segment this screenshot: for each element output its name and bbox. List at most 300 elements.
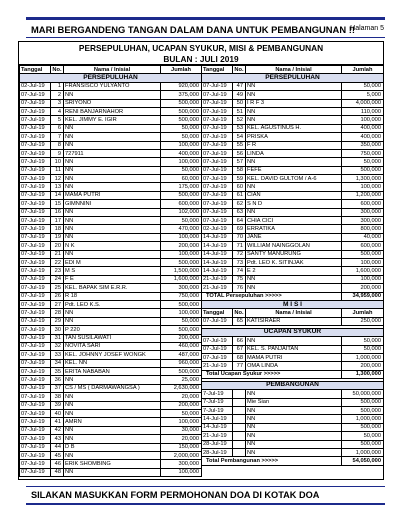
date-cell: 07-Jul-19 <box>20 334 51 342</box>
amount-cell: 50,000 <box>161 166 202 174</box>
name-cell: NN <box>246 284 342 292</box>
number-cell: 10 <box>51 158 64 166</box>
section-band-pembangunan <box>202 381 384 389</box>
number-cell: 62 <box>233 200 246 208</box>
number-cell: 60 <box>233 183 246 191</box>
amount-cell: 100,000 <box>342 258 384 266</box>
date-cell: 14-Jul-19 <box>202 233 233 241</box>
amount-cell: 1,200,000 <box>342 191 384 199</box>
date-cell: 07-Jul-19 <box>20 426 51 434</box>
table-row <box>20 317 202 325</box>
number-cell: 35 <box>51 368 64 376</box>
header-name: Nama / Inisial <box>246 66 342 74</box>
table-row <box>202 398 384 406</box>
amount-cell: 800,000 <box>342 225 384 233</box>
amount-cell: 100,000 <box>161 250 202 258</box>
table-row <box>20 384 202 392</box>
amount-cell: 500,000 <box>161 258 202 266</box>
amount-cell: 600,000 <box>161 200 202 208</box>
amount-cell: 500,000 <box>161 300 202 308</box>
table-row <box>202 432 384 440</box>
name-cell: NN <box>246 423 342 431</box>
number-cell: 58 <box>233 166 246 174</box>
date-cell: 07-Jul-19 <box>20 326 51 334</box>
table-row <box>20 175 202 183</box>
number-cell: 20 <box>51 242 64 250</box>
number-cell: 12 <box>51 175 64 183</box>
date-cell: 7-Jul-19 <box>202 390 233 398</box>
amount-cell: 460,000 <box>161 342 202 350</box>
number-cell: 21 <box>51 250 64 258</box>
amount-cell: 100,000 <box>161 309 202 317</box>
date-cell: 07-Jul-19 <box>20 451 51 459</box>
table-row <box>202 175 384 183</box>
table-row <box>20 275 202 283</box>
section-label: PERSEPULUHAN <box>202 74 384 82</box>
number-cell: 55 <box>233 141 246 149</box>
name-cell: NN <box>246 116 342 124</box>
name-cell: NN <box>246 82 342 90</box>
date-cell: 28-Jul-19 <box>202 448 233 456</box>
date-cell: 07-Jul-19 <box>202 217 233 225</box>
table-row <box>202 99 384 107</box>
table-row <box>202 107 384 115</box>
amount-cell: 600,000 <box>342 242 384 250</box>
header-amount: Jumlah <box>161 66 202 74</box>
table-row <box>20 258 202 266</box>
date-cell: 07-Jul-19 <box>20 418 51 426</box>
number-cell: 52 <box>233 116 246 124</box>
amount-cell: 50,000 <box>161 124 202 132</box>
number-cell: 36 <box>51 376 64 384</box>
footer-top-rule <box>26 486 385 487</box>
table-row <box>20 242 202 250</box>
amount-cell: 960,000 <box>161 359 202 367</box>
number-cell: 63 <box>233 208 246 216</box>
name-cell: NN <box>246 275 342 283</box>
name-cell: PRISKA <box>246 133 342 141</box>
amount-cell: 60,000 <box>161 175 202 183</box>
table-row <box>202 217 384 225</box>
amount-cell: 200,000 <box>161 401 202 409</box>
date-cell: 02-Jul-19 <box>20 82 51 90</box>
amount-cell: 100,000 <box>161 158 202 166</box>
date-cell: 07-Jul-19 <box>20 309 51 317</box>
table-row <box>20 183 202 191</box>
amount-cell: 20,000 <box>161 435 202 443</box>
number-cell <box>233 407 246 415</box>
amount-cell: 750,000 <box>342 149 384 157</box>
table-row <box>20 166 202 174</box>
amount-cell: 750,000 <box>161 292 202 300</box>
date-cell: 07-Jul-19 <box>20 99 51 107</box>
table-row <box>202 415 384 423</box>
table-row <box>20 451 202 459</box>
table-row <box>20 200 202 208</box>
name-cell: NN <box>64 317 161 325</box>
number-cell: 24 <box>51 275 64 283</box>
number-cell: 1 <box>51 82 64 90</box>
date-cell: 7-Jul-19 <box>202 407 233 415</box>
total-row-pembangunan <box>202 457 384 465</box>
amount-cell: 400,000 <box>342 124 384 132</box>
name-cell: KEL. JOHNNY JOSEF WONGK <box>64 351 161 359</box>
table-row <box>20 342 202 350</box>
date-cell: 07-Jul-19 <box>20 384 51 392</box>
name-cell: NN <box>64 233 161 241</box>
number-cell <box>233 423 246 431</box>
right-column-header <box>202 66 384 74</box>
amount-cell: 300,000 <box>342 217 384 225</box>
table-row <box>202 337 384 345</box>
amount-cell: 110,000 <box>342 107 384 115</box>
amount-cell: 600,000 <box>342 200 384 208</box>
table-row <box>20 460 202 468</box>
name-cell: AMRN <box>64 418 161 426</box>
name-cell: NN <box>246 158 342 166</box>
name-cell: NN <box>246 208 342 216</box>
number-cell: 15 <box>51 200 64 208</box>
amount-cell: 100,000 <box>161 141 202 149</box>
name-cell: NN <box>64 166 161 174</box>
table-row <box>202 250 384 258</box>
name-cell: NN <box>64 183 161 191</box>
amount-cell: 40,000 <box>342 233 384 241</box>
number-cell <box>233 440 246 448</box>
amount-cell: 1,500,000 <box>161 267 202 275</box>
amount-cell: 50,000 <box>161 317 202 325</box>
name-cell: R 18 <box>64 292 161 300</box>
header-amount: Jumlah <box>342 309 384 317</box>
amount-cell: 4,000,000 <box>342 99 384 107</box>
number-cell: 73 <box>233 258 246 266</box>
name-cell: KEL. AGUSTINUS H. <box>246 124 342 132</box>
table-row <box>20 233 202 241</box>
amount-cell: 500,000 <box>161 191 202 199</box>
name-cell: NN <box>64 124 161 132</box>
table-row <box>202 242 384 250</box>
table-row <box>202 317 384 325</box>
number-cell: 66 <box>233 337 246 345</box>
name-cell: ERIK SHOMBING <box>64 460 161 468</box>
table-row <box>20 359 202 367</box>
table-row <box>20 410 202 418</box>
table-row <box>20 334 202 342</box>
date-cell: 07-Jul-19 <box>20 133 51 141</box>
number-cell: 70 <box>233 233 246 241</box>
header-date: Tanggal <box>20 66 51 74</box>
number-cell <box>233 390 246 398</box>
date-cell: 07-Jul-19 <box>202 107 233 115</box>
amount-cell: 920,000 <box>161 82 202 90</box>
name-cell: KEL. NN <box>64 359 161 367</box>
number-cell: 26 <box>51 292 64 300</box>
number-cell: 16 <box>51 208 64 216</box>
number-cell: 47 <box>233 82 246 90</box>
name-cell: OMA LINDA <box>246 362 342 370</box>
name-cell: NN <box>64 217 161 225</box>
table-row <box>202 225 384 233</box>
name-cell: CIAN <box>246 191 342 199</box>
date-cell: 14-Jul-19 <box>202 423 233 431</box>
number-cell: 28 <box>51 309 64 317</box>
total-value: 34,959,000 <box>342 292 384 300</box>
header-name: Nama / Inisial <box>64 66 161 74</box>
table-row <box>20 99 202 107</box>
number-cell: 57 <box>233 158 246 166</box>
name-cell: FRANSISCO YULYANTO <box>64 82 161 90</box>
amount-cell: 100,000 <box>342 275 384 283</box>
number-cell: 41 <box>51 418 64 426</box>
date-cell: 07-Jul-19 <box>202 158 233 166</box>
amount-cell: 50,000 <box>342 158 384 166</box>
table-row <box>20 217 202 225</box>
table-row <box>20 300 202 308</box>
left-table <box>19 65 202 477</box>
number-cell: 68 <box>233 353 246 361</box>
date-cell: 07-Jul-19 <box>20 225 51 233</box>
header-no: No. <box>52 66 62 73</box>
number-cell: 29 <box>51 317 64 325</box>
amount-cell: 300,000 <box>342 208 384 216</box>
name-cell: KEL. S. PANJAITAN <box>246 345 342 353</box>
name-cell: M S <box>64 267 161 275</box>
number-cell: 59 <box>233 175 246 183</box>
date-cell: 07-Jul-19 <box>20 359 51 367</box>
right-table <box>201 65 384 466</box>
name-cell: NOVITA SARI <box>64 342 161 350</box>
date-cell: 07-Jul-19 <box>202 200 233 208</box>
amount-cell: 100,000 <box>342 116 384 124</box>
table-row <box>202 191 384 199</box>
date-cell: 07-Jul-19 <box>20 300 51 308</box>
table-row <box>202 141 384 149</box>
amount-cell: 100,000 <box>342 183 384 191</box>
name-cell: D B <box>64 443 161 451</box>
section-band-ucapan-syukur <box>202 328 384 336</box>
table-row <box>20 435 202 443</box>
date-cell: 07-Jul-19 <box>20 233 51 241</box>
page-header-title: MARI BERGANDENG TANGAN DALAM DANA UNTUK PEMBANGUNAN !! <box>31 24 355 35</box>
amount-cell: 102,000 <box>161 208 202 216</box>
date-cell: 07-Jul-19 <box>20 208 51 216</box>
number-cell: 44 <box>51 443 64 451</box>
footer-notice: SILAKAN MASUKKAN FORM PERMOHONAN DOA DI KOTAK DOA <box>31 490 320 500</box>
table-row <box>202 124 384 132</box>
name-cell: Pdt. LEO K.S. <box>64 300 161 308</box>
table-row <box>20 149 202 157</box>
amount-cell: 1,600,000 <box>342 267 384 275</box>
date-cell: 07-Jul-19 <box>202 353 233 361</box>
number-cell: 13 <box>51 183 64 191</box>
date-cell: 07-Jul-19 <box>202 99 233 107</box>
date-cell: 07-Jul-19 <box>20 191 51 199</box>
table-row <box>20 376 202 384</box>
number-cell: 18 <box>51 225 64 233</box>
section-band-persepuluhan <box>20 74 202 82</box>
amount-cell: 50,000 <box>161 410 202 418</box>
name-cell: NN <box>64 208 161 216</box>
date-cell: 07-Jul-19 <box>20 149 51 157</box>
name-cell: NN <box>64 410 161 418</box>
amount-cell: 2,630,000 <box>161 384 202 392</box>
date-cell: 07-Jul-19 <box>20 258 51 266</box>
name-cell: Mie Sian <box>246 398 342 406</box>
number-cell: 19 <box>51 233 64 241</box>
date-cell: 14-Jul-19 <box>202 258 233 266</box>
name-cell: NN <box>64 426 161 434</box>
date-cell: 07-Jul-19 <box>20 342 51 350</box>
name-cell: NN <box>64 175 161 183</box>
date-cell: 07-Jul-19 <box>20 124 51 132</box>
amount-cell: 20,000 <box>161 393 202 401</box>
date-cell: 07-Jul-19 <box>202 149 233 157</box>
section-band-persepuluhan <box>202 74 384 82</box>
amount-cell: 30,000 <box>161 426 202 434</box>
amount-cell: 50,000,000 <box>342 390 384 398</box>
name-cell: RENI BANJARNAHOR <box>64 107 161 115</box>
header-date: Tanggal <box>202 66 233 74</box>
name-cell: P 220 <box>64 326 161 334</box>
table-row <box>202 200 384 208</box>
table-row <box>202 353 384 361</box>
amount-cell: 500,000 <box>161 107 202 115</box>
number-cell: 45 <box>51 451 64 459</box>
amount-cell: 500,000 <box>161 368 202 376</box>
name-cell: E 2 <box>246 267 342 275</box>
date-cell: 14-Jul-19 <box>202 267 233 275</box>
name-cell: CS / MS ( DARMAWANGSA ) <box>64 384 161 392</box>
name-cell: MAMA PUTRI <box>246 353 342 361</box>
number-cell: 76 <box>233 284 246 292</box>
number-cell: 30 <box>51 326 64 334</box>
number-cell: 25 <box>51 284 64 292</box>
date-cell: 07-Jul-19 <box>20 376 51 384</box>
name-cell: NN <box>64 225 161 233</box>
date-cell: 28-Jul-19 <box>202 440 233 448</box>
date-cell: 07-Jul-19 <box>20 443 51 451</box>
number-cell <box>233 448 246 456</box>
name-cell: SANTY MANURUNG <box>246 250 342 258</box>
date-cell: 07-Jul-19 <box>20 175 51 183</box>
total-label: Total Ucapan Syukur >>>>> <box>202 370 342 378</box>
amount-cell: 500,000 <box>342 407 384 415</box>
total-label: Total Pembangunan >>>>> <box>202 457 342 465</box>
name-cell: NN <box>64 250 161 258</box>
date-cell: 07-Jul-19 <box>20 284 51 292</box>
table-row <box>202 116 384 124</box>
number-cell: 71 <box>233 242 246 250</box>
number-cell: 11 <box>51 166 64 174</box>
table-row <box>202 267 384 275</box>
name-cell: NN <box>246 440 342 448</box>
date-cell: 21-Jul-19 <box>202 284 233 292</box>
number-cell: 5 <box>51 116 64 124</box>
amount-cell: 250,000 <box>342 317 384 325</box>
total-value: 1,300,000 <box>342 370 384 378</box>
name-cell: NN <box>246 337 342 345</box>
section-band-misi <box>202 300 384 308</box>
amount-cell: 470,000 <box>161 225 202 233</box>
total-row-persepuluhan <box>202 292 384 300</box>
number-cell <box>233 432 246 440</box>
number-cell: 33 <box>51 351 64 359</box>
number-cell: 56 <box>233 149 246 157</box>
date-cell: 14-Jul-19 <box>202 415 233 423</box>
name-cell: NN <box>246 107 342 115</box>
table-row <box>20 468 202 476</box>
name-cell: NN <box>64 133 161 141</box>
amount-cell: 1,000,000 <box>342 415 384 423</box>
number-cell: 23 <box>51 267 64 275</box>
number-cell: 14 <box>51 191 64 199</box>
date-cell: 21-Jul-19 <box>202 362 233 370</box>
amount-cell: 400,000 <box>161 149 202 157</box>
table-row <box>20 133 202 141</box>
date-cell: 07-Jul-19 <box>20 410 51 418</box>
total-label: TOTAL Persepuluhan >>>>> <box>202 292 342 300</box>
table-row <box>20 418 202 426</box>
number-cell: 64 <box>233 217 246 225</box>
date-cell: 07-Jul-19 <box>202 124 233 132</box>
amount-cell: 500,000 <box>342 423 384 431</box>
number-cell: 43 <box>51 435 64 443</box>
date-cell: 07-Jul-19 <box>20 107 51 115</box>
table-row <box>202 440 384 448</box>
name-cell: NN <box>64 401 161 409</box>
date-cell: 07-Jul-19 <box>20 250 51 258</box>
table-row <box>20 443 202 451</box>
amount-cell: 200,000 <box>342 284 384 292</box>
table-row <box>202 423 384 431</box>
number-cell: 50 <box>233 99 246 107</box>
amount-cell: 25,000 <box>161 376 202 384</box>
table-row <box>20 326 202 334</box>
total-value: 54,050,000 <box>342 457 384 465</box>
table-row <box>20 292 202 300</box>
amount-cell: 400,000 <box>342 133 384 141</box>
name-cell: NN <box>246 432 342 440</box>
amount-cell: 200,000 <box>342 362 384 370</box>
name-cell: NN <box>64 468 161 476</box>
column-header <box>202 309 384 317</box>
amount-cell: 5,000 <box>342 91 384 99</box>
table-row <box>20 351 202 359</box>
table-row <box>20 107 202 115</box>
amount-cell: 487,000 <box>161 351 202 359</box>
date-cell: 21-Jul-19 <box>202 432 233 440</box>
name-cell: ERITA NABABAN <box>64 368 161 376</box>
number-cell: 77 <box>233 362 246 370</box>
number-cell: 48 <box>51 468 64 476</box>
section-label: PERSEPULUHAN <box>20 74 202 82</box>
amount-cell: 300,000 <box>161 284 202 292</box>
table-row <box>20 208 202 216</box>
amount-cell: 100,000 <box>161 418 202 426</box>
table-row <box>20 284 202 292</box>
header-date: Tanggal <box>202 309 233 317</box>
amount-cell: 500,000 <box>342 250 384 258</box>
date-cell: 07-Jul-19 <box>202 133 233 141</box>
amount-cell: 50,000 <box>342 432 384 440</box>
name-cell: S N D <box>246 200 342 208</box>
name-cell: NN <box>246 390 342 398</box>
date-cell: 07-Jul-19 <box>20 267 51 275</box>
date-cell: 07-Jul-19 <box>202 317 233 325</box>
number-cell: 37 <box>51 384 64 392</box>
number-cell: 54 <box>233 133 246 141</box>
name-cell: NN <box>64 91 161 99</box>
